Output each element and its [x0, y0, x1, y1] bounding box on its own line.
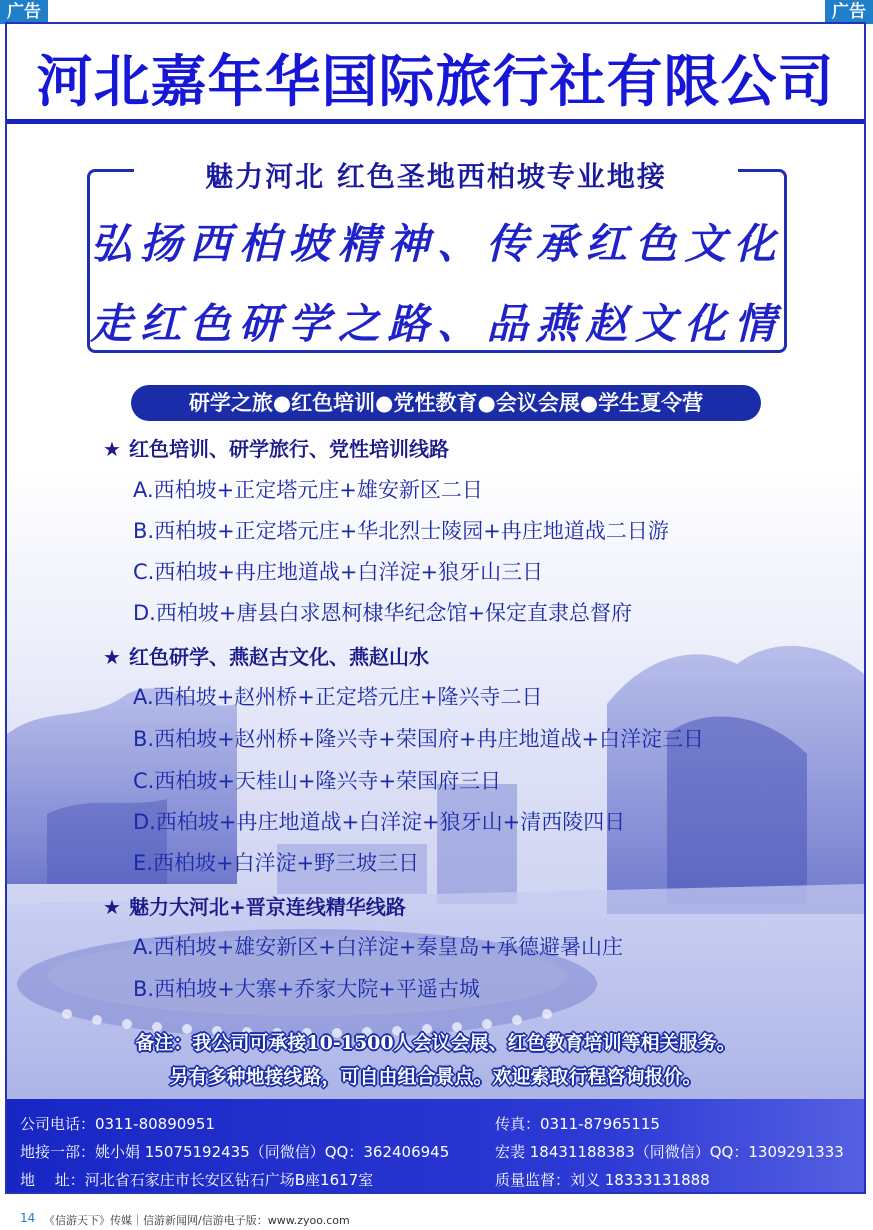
- title-divider: [7, 119, 864, 124]
- section-title-text: 红色研学、燕赵古文化、燕赵山水: [129, 645, 429, 669]
- slogan-heading: 魅力河北 红色圣地西柏坡专业地接: [134, 155, 738, 195]
- route-item: E.西柏坡+白洋淀+野三坡三日: [133, 851, 420, 875]
- section-title-red-training: [103, 433, 449, 462]
- route-item: A.西柏坡+雄安新区+白洋淀+秦皇岛+承德避暑山庄: [133, 935, 624, 959]
- slogan-line-1: 弘扬西柏坡精神、传承红色文化: [90, 219, 784, 268]
- route-item: A.西柏坡+赵州桥+正定塔元庄+隆兴寺二日: [133, 685, 543, 709]
- second-contact: 宏裴 18431188383（同微信）QQ：1309291333: [495, 1143, 844, 1161]
- section-title-text: 红色培训、研学旅行、党性培训线路: [129, 437, 449, 461]
- route-item: B.西柏坡+大寨+乔家大院+平遥古城: [133, 977, 480, 1001]
- section-title-yanzhao-culture: [103, 641, 429, 670]
- page-footer: [0, 1196, 873, 1230]
- services-banner: 研学之旅●红色培训●党性教育●会议会展●学生夏令营: [131, 385, 761, 421]
- route-item: D.西柏坡+唐县白求恩柯棣华纪念馆+保定直隶总督府: [133, 601, 633, 625]
- company-address: 地 址：河北省石家庄市长安区钻石广场B座1617室: [20, 1171, 374, 1189]
- star-icon: ★: [103, 437, 121, 461]
- star-icon: ★: [103, 895, 121, 919]
- route-item: C.西柏坡+冉庄地道战+白洋淀+狼牙山三日: [133, 560, 544, 584]
- route-item: B.西柏坡+赵州桥+隆兴寺+荣国府+冉庄地道战+白洋淀三日: [133, 727, 705, 751]
- contact-panel: [7, 1099, 864, 1194]
- footer-text: 《信游天下》传媒｜信游新闻网/信游电子版：www.zyoo.com: [44, 1214, 350, 1227]
- fax-number: 传真：0311-87965115: [495, 1115, 660, 1133]
- section-title-text: 魅力大河北+晋京连线精华线路: [129, 895, 406, 919]
- star-icon: ★: [103, 645, 121, 669]
- route-item: A.西柏坡+正定塔元庄+雄安新区二日: [133, 478, 483, 502]
- ad-frame: [5, 22, 866, 1194]
- note-line-1: 备注：我公司可承接10-1500人会议会展、红色教育培训等相关服务。: [135, 1032, 736, 1054]
- slogan-line-2: 走红色研学之路、品燕赵文化情: [90, 299, 784, 348]
- page-number: 14: [20, 1211, 36, 1225]
- ad-tag-right: 广告: [825, 0, 873, 24]
- ad-tag-left: 广告: [0, 0, 48, 24]
- route-item: C.西柏坡+天桂山+隆兴寺+荣国府三日: [133, 769, 502, 793]
- route-item: D.西柏坡+冉庄地道战+白洋淀+狼牙山+清西陵四日: [133, 810, 626, 834]
- route-item: B.西柏坡+正定塔元庄+华北烈士陵园+冉庄地道战二日游: [133, 519, 669, 543]
- note-line-2: 另有多种地接线路，可自由组合景点。欢迎索取行程咨询报价。: [169, 1066, 702, 1088]
- title-bar: [7, 24, 864, 119]
- company-name: 河北嘉年华国际旅行社有限公司: [36, 49, 835, 115]
- reception-dept-contact: 地接一部：姚小娟 15075192435（同微信）QQ：362406945: [20, 1143, 450, 1161]
- quality-supervisor: 质量监督：刘义 18333131888: [495, 1171, 710, 1189]
- section-title-hebei-beijing-shanxi: [103, 891, 406, 920]
- company-phone: 公司电话：0311-80890951: [20, 1115, 215, 1133]
